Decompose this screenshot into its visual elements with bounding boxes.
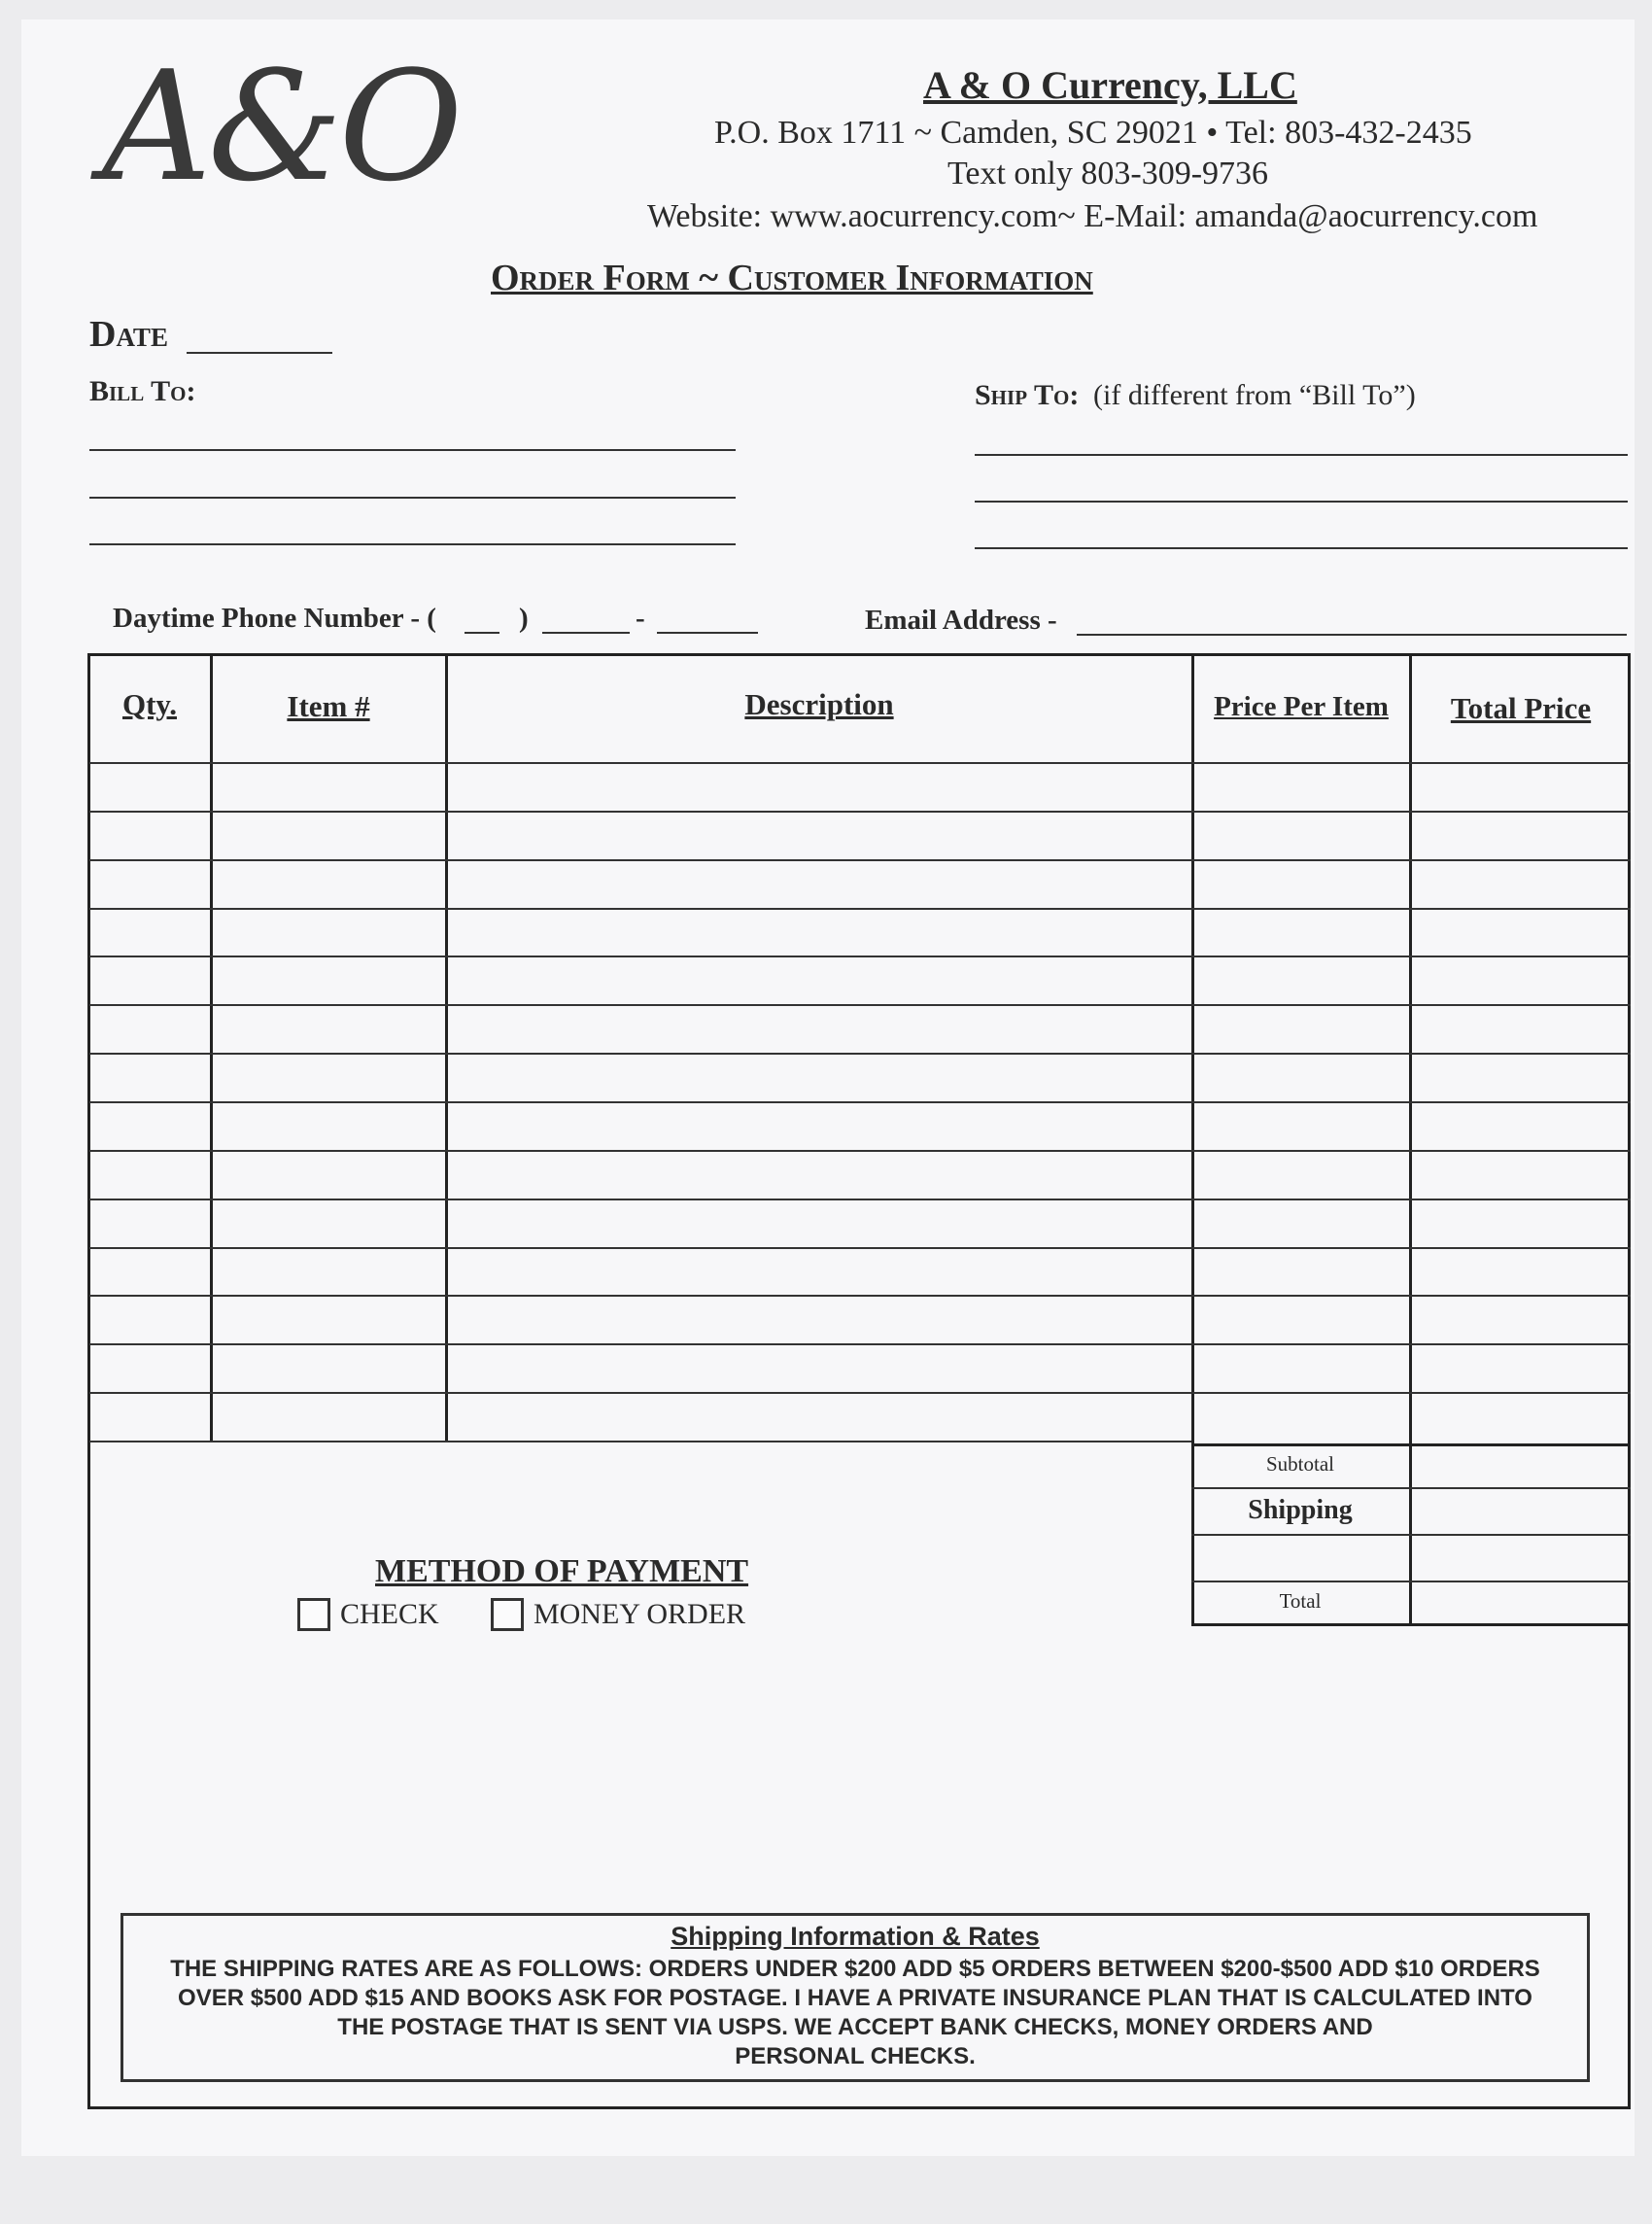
money-order-checkbox[interactable] xyxy=(491,1598,524,1631)
company-name: A & O Currency, LLC xyxy=(923,63,1297,107)
date-label: Date xyxy=(89,314,168,355)
order-table-frame xyxy=(87,653,1631,2109)
summary-row-line-3 xyxy=(1191,1581,1631,1582)
col-divider-price xyxy=(1409,655,1412,1448)
shipping-value-field[interactable] xyxy=(1412,1490,1628,1533)
table-row-line xyxy=(89,1295,1631,1297)
table-row-line xyxy=(89,1392,1631,1394)
shipping-info-line-1: THE SHIPPING RATES ARE AS FOLLOWS: ORDERS UNDER $200 ADD $5 ORDERS BETWEEN $200-$500 ADD $10 ORDERS xyxy=(170,1956,1540,1982)
table-row-line xyxy=(89,908,1631,910)
table-row-line xyxy=(89,859,1631,861)
summary-row-line-1 xyxy=(1191,1487,1631,1489)
col-header-description: Description xyxy=(744,687,894,721)
bill-to-label: Bill To: xyxy=(89,375,196,407)
company-web-email: Website: www.aocurrency.com~ E-Mail: amanda@aocurrency.com xyxy=(647,198,1538,234)
subtotal-label: Subtotal xyxy=(1265,1452,1334,1476)
bill-to-line-3[interactable] xyxy=(89,543,736,545)
shipping-info-text xyxy=(133,1955,1577,2071)
col-header-price-per-item: Price Per Item xyxy=(1214,691,1389,722)
summary-row-line-2 xyxy=(1191,1534,1631,1536)
shipping-label: Shipping xyxy=(1248,1495,1353,1525)
table-row-line xyxy=(89,1004,1631,1006)
date-field[interactable] xyxy=(187,352,332,354)
ship-to-line-1[interactable] xyxy=(975,454,1628,456)
shipping-info-line-4: PERSONAL CHECKS. xyxy=(735,2043,976,2069)
total-value-field[interactable] xyxy=(1412,1583,1628,1624)
phone-close-paren: ) xyxy=(519,603,529,634)
bill-to-line-1[interactable] xyxy=(89,449,736,451)
col-divider-item xyxy=(445,655,448,1441)
table-row-line xyxy=(89,1247,1631,1249)
form-title: Order Form ~ Customer Information xyxy=(491,258,1093,298)
shipping-info-title: Shipping Information & Rates xyxy=(671,1922,1040,1951)
phone-label: Daytime Phone Number - ( xyxy=(113,603,436,634)
check-checkbox[interactable] xyxy=(297,1598,330,1631)
total-label: Total xyxy=(1279,1589,1322,1613)
ship-to-note: (if different from “Bill To”) xyxy=(1093,379,1416,411)
phone-dash: - xyxy=(636,603,645,634)
table-row-line xyxy=(89,811,1631,813)
col-divider-description xyxy=(1191,655,1194,1448)
phone-line-field[interactable] xyxy=(657,632,758,634)
col-header-total-price: Total Price xyxy=(1450,691,1592,725)
col-header-qty: Qty. xyxy=(122,687,177,721)
table-row-line xyxy=(89,956,1631,957)
shipping-info-line-2: OVER $500 ADD $15 AND BOOKS ASK FOR POSTAGE. I HAVE A PRIVATE INSURANCE PLAN THAT IS CALCULATED INTO xyxy=(178,1985,1532,2011)
col-header-item: Item # xyxy=(287,689,370,723)
shipping-info-box xyxy=(120,1913,1590,2082)
check-option-label: CHECK xyxy=(340,1598,439,1630)
table-row-line xyxy=(89,762,1631,764)
table-row-line xyxy=(89,1150,1631,1152)
company-logo: A&O xyxy=(102,38,460,215)
table-row-line xyxy=(89,1199,1631,1200)
ship-to-line-2[interactable] xyxy=(975,501,1628,503)
money-order-option-label: MONEY ORDER xyxy=(533,1598,746,1630)
company-address: P.O. Box 1711 ~ Camden, SC 29021 • Tel: 803-432-2435 xyxy=(714,115,1472,151)
table-row-line xyxy=(89,1343,1631,1345)
table-bottom-line xyxy=(89,1441,1191,1442)
email-label: Email Address - xyxy=(865,605,1057,636)
company-text-phone: Text only 803-309-9736 xyxy=(947,156,1269,191)
shipping-info-line-3: THE POSTAGE THAT IS SENT VIA USPS. WE ACCEPT BANK CHECKS, MONEY ORDERS AND xyxy=(337,2014,1373,2040)
table-row-line xyxy=(89,1101,1631,1103)
email-field[interactable] xyxy=(1077,634,1627,636)
ship-to-label: Ship To: xyxy=(975,379,1080,411)
subtotal-value-field[interactable] xyxy=(1412,1446,1628,1486)
phone-area-code-field[interactable] xyxy=(465,632,499,634)
phone-prefix-field[interactable] xyxy=(542,632,630,634)
col-divider-qty xyxy=(210,655,213,1441)
ship-to-line-3[interactable] xyxy=(975,547,1628,549)
blank-value-field[interactable] xyxy=(1412,1537,1628,1580)
table-row-line xyxy=(89,1053,1631,1055)
bill-to-line-2[interactable] xyxy=(89,497,736,499)
payment-method-title: METHOD OF PAYMENT xyxy=(375,1553,749,1589)
